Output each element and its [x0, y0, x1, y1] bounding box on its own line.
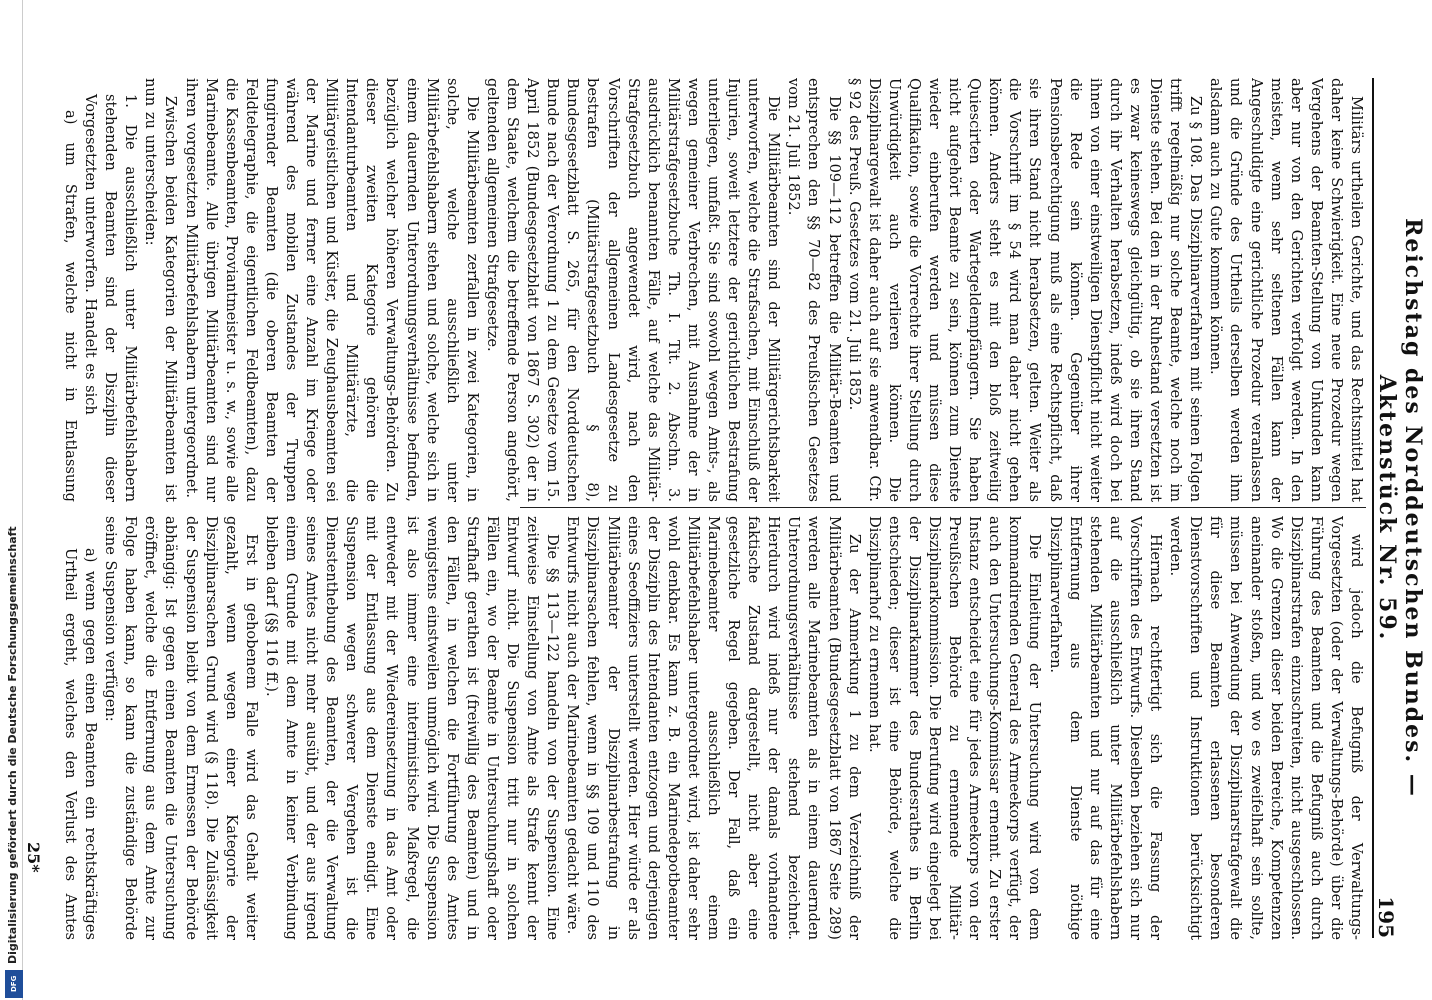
paragraph: Zwischen beiden Kategorien der Militärbeamten ist nun zu unterscheiden:: [142, 78, 180, 502]
page-title: Reichstag des Norddeutschen Bundes. — Aktenstück Nr. 59.: [1374, 218, 1426, 798]
page-number: 195: [1374, 896, 1398, 938]
page-header: [1372, 78, 1426, 938]
paragraph: a) um Strafen, welche nicht in Entlassung: [62, 110, 79, 502]
paragraph: Die Militärbeamten zerfallen in zwei Kategorien, in solche, welche ausschließlich unter Militärbefehlshabern stehen und solche, welche sich in einem dauernden Unterordnungsverhältnisse befinden, bezüglich welcher höheren Verwaltungs-Behörden. Zu dieser zweiten Kategorie gehören die Intendanturbeamten und Militärärzte, die Militärgeistlichen und Küster, die Zeughausbeamten sei der Marine und ferner eine Anzahl im Kriege oder während des mobilen Zustandes der Truppen fungirender Beamten (die oberen Beamten der Feldtelegraphie, die eigentlichen Feldbeamten), dazu die Kassenbeamten, Proviantmeister u. s. w., sowie alle Marinebeamte. Alle übrigen Militärbeamten sind nur ihren vorgesetzten Militärbefehlshabern untergeordnet.: [182, 78, 481, 502]
column-divider: [520, 507, 1366, 508]
paragraph: Die Einleitung der Untersuchung wird von dem kommandirenden General des Armeekorps verfügt, der auch den Untersuchungs-Kommissar ernennt. Zu erster Instanz entscheidet eine für jedes Armeekorps von der Preußischen Behörde zu ernennende Militär-Disziplinarkommission. Die Berufung wird eingelegt bei der Disziplinarkammer des Bundesrathes in Berlin entschieden; dieser ist eine Behörde, welche die Disziplinarhof zu ernennen hat.: [865, 516, 1044, 940]
paragraph: 1. Die ausschließlich unter Militärbefehlshabern stehenden Beamten sind der Disziplin dieser Vorgesetzten unterworfen. Handelt es sich: [82, 94, 140, 502]
left-column: [60, 78, 1366, 502]
paragraph: Die Militärbeamten sind der Militärgerichtsbarkeit unterworfen, welche die Strafsachen, mit Einschluß der Injurien, soweit letztere der gerichtlichen Bestrafung unterliegen, umfaßt. Sie sind sowohl wegen Amts-, als wegen gemeiner Verbrechen, mit Ausnahme der in Militärstrafgesetzbuche Th. I. Tit. 2. Abschn. 3. ausdrücklich benannten Fälle, auf welche das Militär-Strafgesetzbuch angewendet wird, nach den Vorschriften der allgemeinen Landesgesetze zu bestrafen (Militärstrafgesetzbuch § 8), Bundesgesetzblatt S. 265, für den Norddeutschen Bunde nach der Verordnung 1 zu dem Gesetze vom 15. April 1852 (Bundesgesetzblatt von 1867 S. 302) der in dem Staate, welchem die betreffende Person angehört, geltenden allgemeinen Strafgesetze.: [483, 78, 783, 502]
paragraph: Die §§ 109—112 betreffen die Militär-Beamten und entsprechen den §§ 70—82 des Preußischen Gesetzes vom 21. Juli 1852.: [785, 78, 843, 502]
dfg-logo: DFG: [5, 970, 23, 998]
paragraph: wird jedoch die Befugniß der Verwaltungs-Vorgesetzten (oder der Verwaltungs-Behörde) über die Führung des Beamten und die Befugniß auch durch Disziplinarstrafen einzuschreiten, nicht ausgeschlossen. Wo die Grenzen dieser beiden Bereiche, Kompetenzen aneinander stoßen, und wo es zweifelhaft sein sollte, müssen bei Anwendung der Disziplinarstrafgewalt die für diese Beamten erlassenen besonderen Dienstvorschriften und Instruktionen berücksichtigt werden.: [1167, 516, 1365, 940]
paragraph: Militärs urtheilen Gerichte, und das Rechtsmittel hat daher keine Schwierigkeit. Eine neue Prozedur wegen Vergehens der Beamten-Stellung von Unkunden kann aber nur von den Gerichten verfolgt werden. In den meisten, wenn sehr seltenen Fällen kann der Angeschuldigte eine gerichtliche Prozedur veranlassen und die Gründe des Urtheils derselben werden ihm alsdann auch zu Gute kommen können.: [1207, 78, 1365, 502]
digitization-note: Digitalisierung gefördert durch die Deutsche Forschungsgemeinschaft: [6, 526, 19, 964]
right-column: [60, 516, 1366, 940]
paragraph: Hiernach rechtfertigt sich die Fassung der Vorschriften des Entwurfs. Dieselben beziehen sich nur auf die ausschließlich unter Militärbefehlshabern stehenden Militärbeamten und nur auf das für eine Entfernung aus dem Dienste nöthige Disziplinarverfahren.: [1046, 516, 1165, 940]
paragraph: Zu der Anmerkung 1 zu dem Verzeichniß der Militärbeamten (Bundesgesetzblatt von 1867 Seite 289) werden alle Marinebeamten als in einem dauernden Unterordnungsverhältnisse stehend bezeichnet. Hierdurch wird indeß nur der damals vorhandene faktische Zustand dargestellt, nicht aber eine gesetzliche Regel gegeben. Der Fall, daß ein Marinebeamter ausschließlich einem Militärbefehlshaber untergeordnet wird, ist daher sehr wohl denkbar. Es kann z. B. ein Marinedepotbeamter der Disziplin des Intendanten entzogen und derjenigen eines Seeoffiziers unterstellt werden. Hier würde er als Militärbeamter der Disziplinarbestrafung in Disziplinarsachen fehlen, wenn in §§ 109 und 110 des Entwurfs nicht auch der Marinebeamten gedacht wäre.: [564, 516, 863, 940]
paragraph: Die §§ 113—122 handeln von der Suspension. Eine zeitweise Einstellung von Amte als Strafe kennt der Entwurf nicht. Die Suspension tritt nur in solchen Fällen ein, wo der Beamte in Untersuchungshaft oder Strafhaft gerathen ist (freiwillig des Beamten) und in den Fällen, in welchen die Fortführung des Amtes wenigstens einstweilen unmöglich wird. Die Suspension ist also immer eine interimistische Maßregel, die entweder mit der Wiedereinsetzung in das Amt oder mit der Entlassung aus dem Dienste endigt. Eine Suspension wegen schwerer Vergehen ist die Dienstenthebung des Beamten, der die Verwaltung seines Amtes nicht mehr ausübt, und der aus irgend einem Grunde mit dem Amte in keiner Verbindung bleiben darf (§§ 116 ff.).: [262, 516, 562, 940]
paragraph: Zu § 108. Das Disziplinarverfahren mit seinen Folgen trifft regelmäßig nur solche Beamte, welche noch im Dienste stehen. Bei den in der Ruhestand versetzten ist es zwar keineswegs gleichgültig, ob sie ihren Stand durch ihr Verhalten herabsetzen, indeß wird doch bei ihnen von einer einstweiligen Dienstpflicht nicht weiter die Rede sein können. Gegenüber ihrer Pensionsberechtigung muß als eine Rechtspflicht, daß sie ihren Stand nicht herabsetzen, gelten. Weiter als die Vorschrift im § 54 wird man daher nicht gehen können. Anders steht es mit den bloß zeitweilig Quiescirten oder Wartegeldempfängern. Sie haben nicht aufgehört Beamte zu sein, können zum Dienste wieder einberufen werden und müssen diese Qualifikation, sowie die Vorrechte ihrer Stellung durch Unwürdigkeit auch verlieren können. Die Disziplinargewalt ist daher auch auf sie anwendbar. Cfr. § 92 des Preuß. Gesetzes vom 21. Juli 1852.: [845, 78, 1205, 502]
signature-mark: 25*: [24, 842, 43, 873]
paragraph: Erst in gehobenem Falle wird das Gehalt weiter gezahlt, wenn wegen einer Kategorie der Disziplinarsachen Grund wird (§ 118). Die Zulässigkeit der Suspension bleibt von dem Ermessen der Behörde abhängig: Ist gegen einen Beamten die Untersuchung eröffnet, welche die Entfernung aus dem Amte zur Folge haben kann, so kann die zuständige Behörde seine Suspension verfügen:: [102, 516, 260, 940]
paragraph: a) wenn gegen einen Beamten ein rechtskräftiges Urtheil ergeht, welches den Verlust des Amtes: [62, 548, 100, 940]
